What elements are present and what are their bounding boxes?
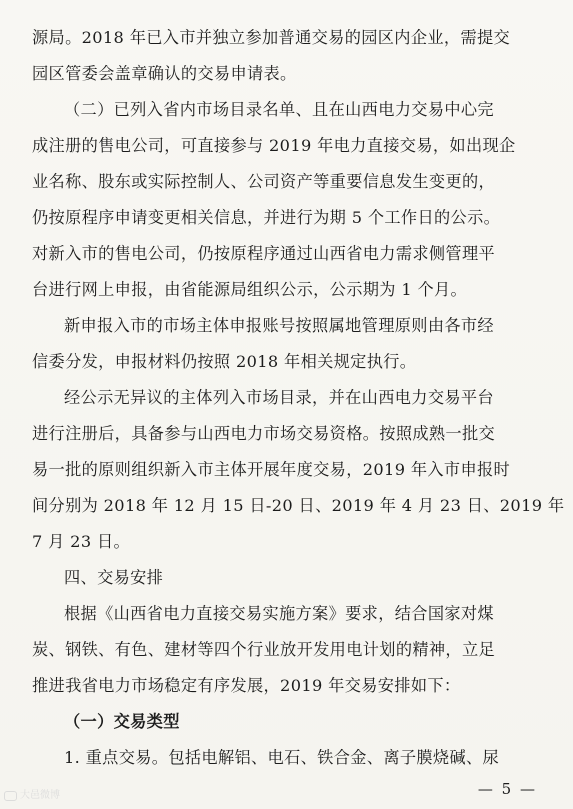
text-line: 根据《山西省电力直接交易实施方案》要求，结合国家对煤 xyxy=(64,604,494,623)
text-line: 成注册的售电公司，可直接参与 2019 年电力直接交易，如出现企 xyxy=(32,136,516,155)
watermark-text: 大邑微博 xyxy=(20,790,60,801)
subsection-heading: （一）交易类型 xyxy=(64,712,180,731)
text-line: 易一批的原则组织新入市主体开展年度交易，2019 年入市申报时 xyxy=(32,460,511,479)
watermark xyxy=(4,789,60,803)
page-number: — 5 — xyxy=(477,780,537,798)
text-line: 信委分发，申报材料仍按照 2018 年相关规定执行。 xyxy=(32,352,417,371)
camera-icon xyxy=(4,791,17,801)
text-line: 对新入市的售电公司，仍按原程序通过山西省电力需求侧管理平 xyxy=(32,244,496,263)
text-line: 炭、钢铁、有色、建材等四个行业放开发用电计划的精神，立足 xyxy=(32,640,496,659)
section-heading: 四、交易安排 xyxy=(64,568,164,587)
text-line: 台进行网上申报，由省能源局组织公示，公示期为 1 个月。 xyxy=(32,280,468,299)
text-line: 仍按原程序申请变更相关信息，并进行为期 5 个工作日的公示。 xyxy=(32,208,501,227)
text-line: 业名称、股东或实际控制人、公司资产等重要信息发生变更的， xyxy=(32,172,496,191)
text-line: 间分别为 2018 年 12 月 15 日-20 日、2019 年 4 月 23 日、2019 年 xyxy=(32,496,565,515)
text-line: 新申报入市的市场主体申报账号按照属地管理原则由各市经 xyxy=(64,316,494,335)
text-line: 推进我省电力市场稳定有序发展，2019 年交易安排如下： xyxy=(32,676,461,695)
text-line: 7 月 23 日。 xyxy=(32,532,131,551)
text-line: 源局。2018 年已入市并独立参加普通交易的园区内企业，需提交 xyxy=(32,28,511,47)
text-line: 1. 重点交易。包括电解铝、电石、铁合金、离子膜烧碱、尿 xyxy=(64,748,500,767)
text-line: 园区管委会盖章确认的交易申请表。 xyxy=(32,64,297,83)
text-line: （二）已列入省内市场目录名单、且在山西电力交易中心完 xyxy=(64,100,494,119)
text-line: 进行注册后，具备参与山西电力市场交易资格。按照成熟一批交 xyxy=(32,424,496,443)
text-line: 经公示无异议的主体列入市场目录，并在山西电力交易平台 xyxy=(64,388,494,407)
